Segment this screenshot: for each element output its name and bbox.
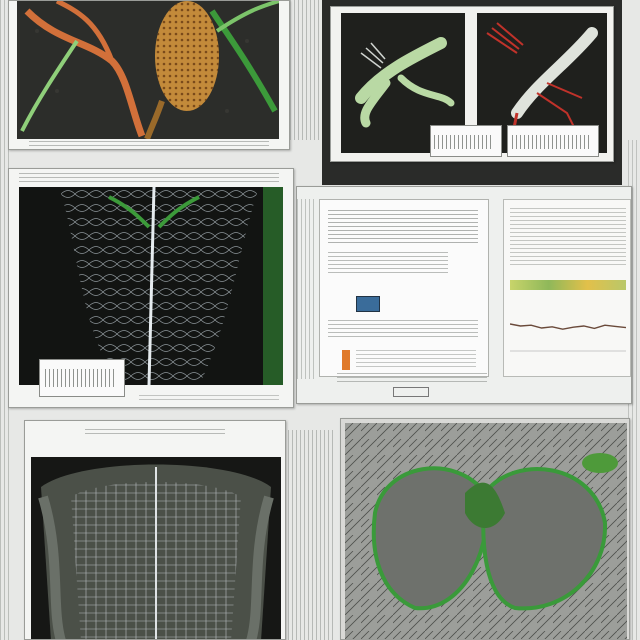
dashboard-right-text xyxy=(510,208,626,268)
dashboard-window-left xyxy=(319,199,489,377)
barcode-lines-right xyxy=(512,135,592,149)
ribcage-image xyxy=(31,457,281,640)
text-column-bottom xyxy=(288,430,336,640)
tendril-image xyxy=(17,1,279,139)
dashboard-text-block-3 xyxy=(328,320,478,340)
dashboard-orange-marker xyxy=(342,350,350,370)
ribcage-header-lines xyxy=(85,429,225,435)
panel-specimen-pair xyxy=(322,0,622,185)
panel-venation xyxy=(8,168,294,408)
venation-image xyxy=(19,187,283,385)
dashboard-thumbnail xyxy=(356,296,380,312)
dashboard-axis-labels xyxy=(337,373,487,383)
venation-barcode-lines xyxy=(45,369,117,387)
veined-leaves-image xyxy=(345,423,627,640)
dashboard-window-right xyxy=(503,199,631,377)
panel-tendril-illustration xyxy=(8,0,290,150)
text-column-top xyxy=(290,0,320,140)
panel-dashboard xyxy=(296,186,632,404)
dashboard-text-block-4 xyxy=(356,350,476,368)
caption-lines xyxy=(29,141,269,149)
panel-ribcage xyxy=(24,420,286,640)
venation-footer-lines xyxy=(139,395,279,403)
dashboard-text-block-2 xyxy=(328,252,448,276)
panel-veined-leaves xyxy=(340,418,630,640)
venation-header-lines xyxy=(19,173,279,183)
dashboard-footer-button xyxy=(393,387,429,397)
dashboard-line-chart xyxy=(510,306,626,356)
dashboard-color-bar xyxy=(510,280,626,290)
dashboard-side-stripe xyxy=(297,199,315,379)
barcode-lines-left xyxy=(434,135,494,149)
dashboard-text-block-1 xyxy=(328,210,478,244)
